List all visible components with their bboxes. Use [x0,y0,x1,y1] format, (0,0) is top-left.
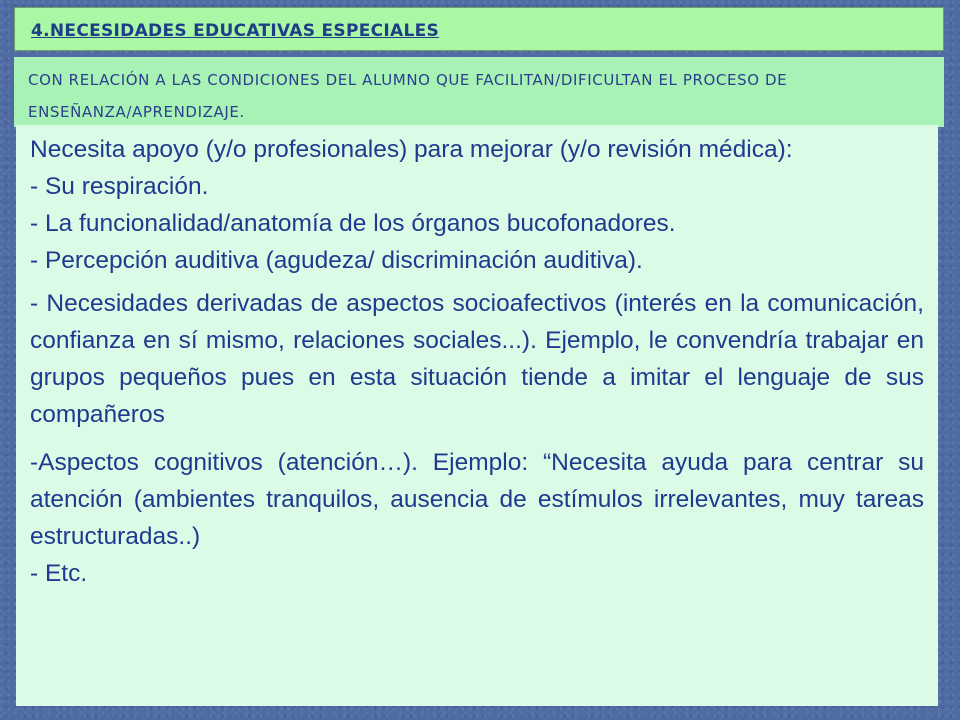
title-box [14,7,944,51]
list-item-etc: - Etc. [30,560,88,587]
list-item-cognitive: -Aspectos cognitivos (atención…). Ejemplo: “Necesita ayuda para centrar su atención (ambientes tranquilos, ausencia de estímulos irrelevantes, muy tareas estructuradas..) [30,449,924,550]
list-item-auditory: - Percepción auditiva (agudeza/ discriminación auditiva). [30,247,643,274]
subtitle-box [14,57,944,127]
slide-subtitle: CON RELACIÓN A LAS CONDICIONES DEL ALUMNO QUE FACILITAN/DIFICULTAN EL PROCESO DE ENSEÑANZA/APRENDIZAJE. [28,71,788,121]
intro-paragraph: Necesita apoyo (y/o profesionales) para mejorar (y/o revisión médica): [30,136,793,163]
content-body [30,131,924,592]
list-item-respiration: - Su respiración. [30,173,209,200]
content-box [16,125,938,706]
slide-title: 4.NECESIDADES EDUCATIVAS ESPECIALES [31,21,440,41]
list-item-socioaffective: - Necesidades derivadas de aspectos socioafectivos (interés en la comunicación, confianza en sí mismo, relaciones sociales...). Ejemplo, le convendría trabajar en grupos pequeños pues en esta situación tiende a imitar el lenguaje de sus compañeros [30,290,924,428]
list-item-organs: - La funcionalidad/anatomía de los órganos bucofonadores. [30,210,676,237]
